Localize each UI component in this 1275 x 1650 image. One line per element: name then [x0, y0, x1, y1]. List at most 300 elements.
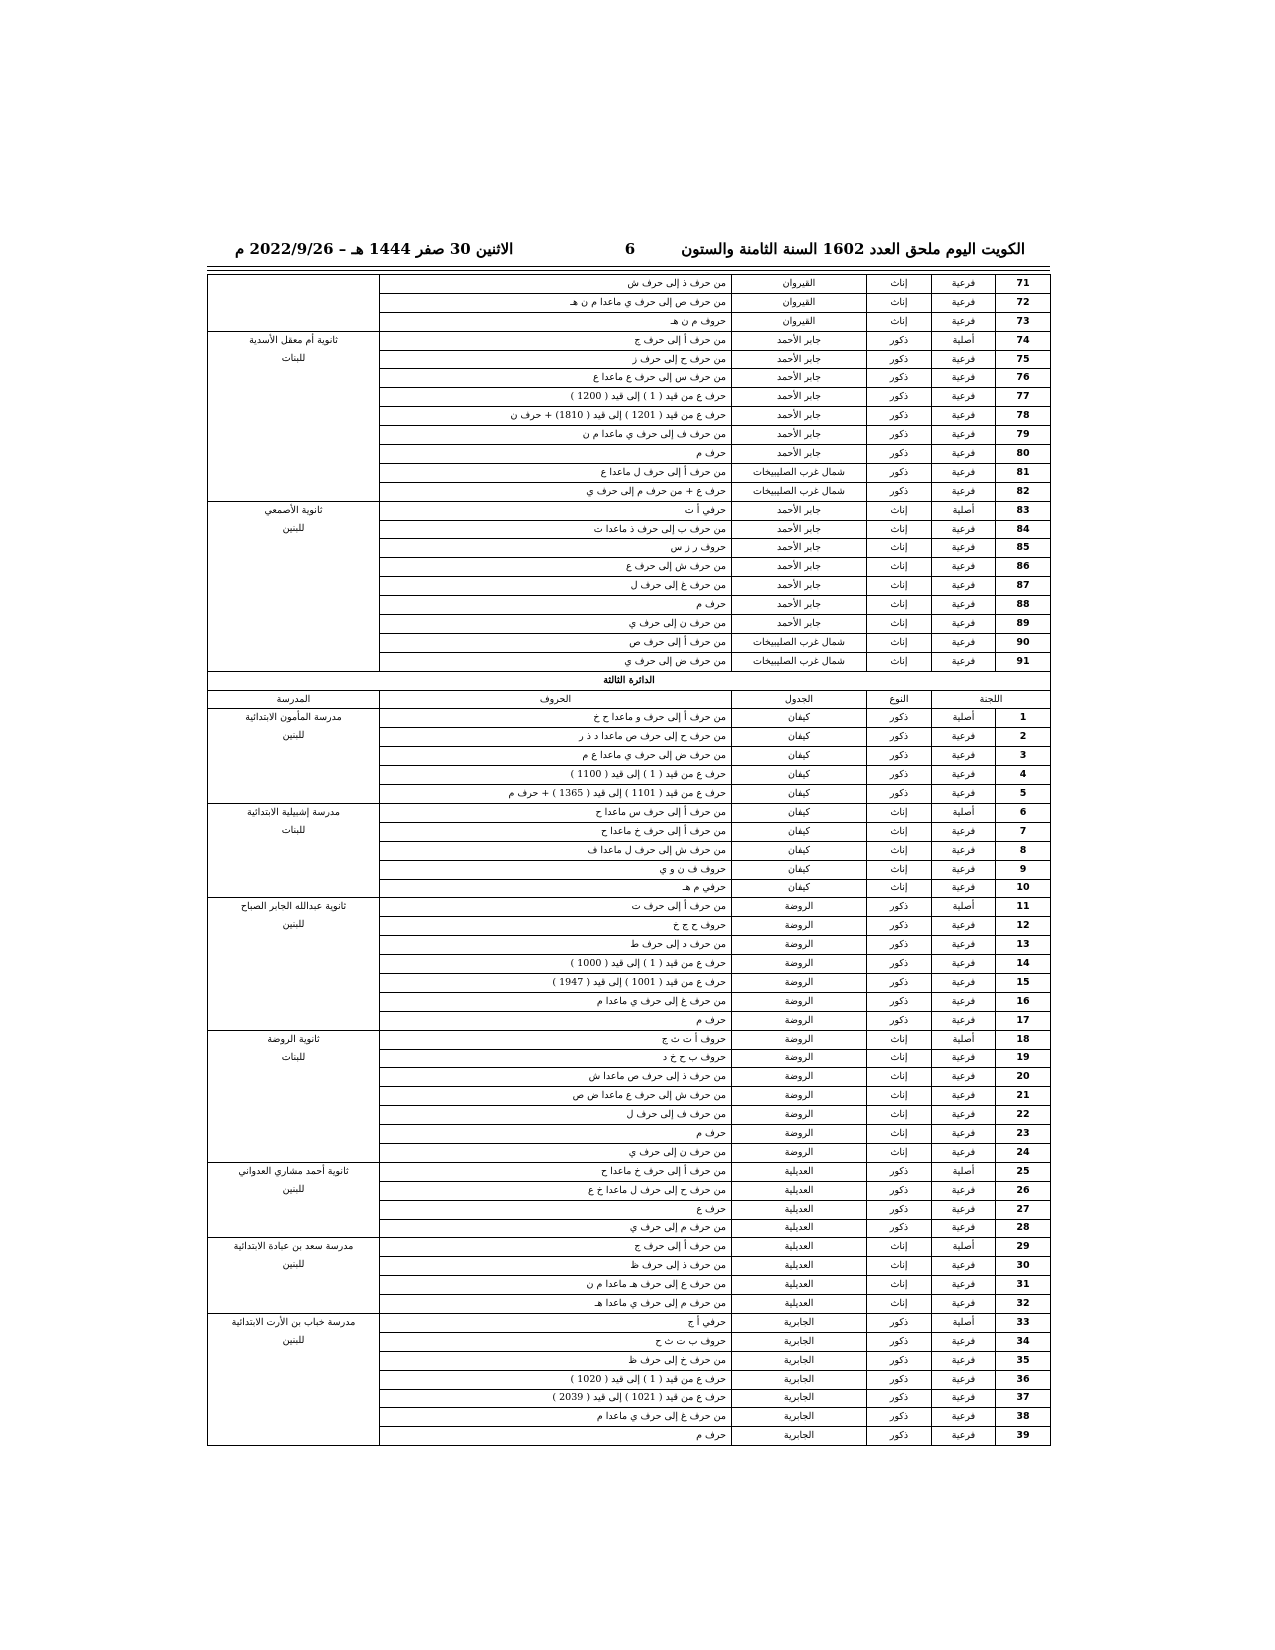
- header-rule-thin: [207, 270, 1050, 271]
- committee-number: 25: [996, 1162, 1051, 1181]
- school-name: [208, 898, 380, 1030]
- district: العديلية: [732, 1219, 867, 1238]
- committee-number: 32: [996, 1295, 1051, 1314]
- committee-type: فرعية: [932, 1200, 996, 1219]
- gender: ذكور: [867, 1332, 932, 1351]
- committee-number: 17: [996, 1011, 1051, 1030]
- gender: إناث: [867, 1030, 932, 1049]
- gender: إناث: [867, 577, 932, 596]
- letters-range: حرف ع من قيد ( 1001 ) إلى قيد ( 1947 ): [380, 973, 732, 992]
- district: كيفان: [732, 747, 867, 766]
- committee-type: أصلية: [932, 1313, 996, 1332]
- district: القيروان: [732, 312, 867, 331]
- letters-range: من حرف أ إلى حرف خ ماعدا ح: [380, 822, 732, 841]
- committee-type: فرعية: [932, 445, 996, 464]
- letters-range: حرف م: [380, 1011, 732, 1030]
- table-row: [208, 275, 1051, 294]
- letters-range: حرف م: [380, 1125, 732, 1144]
- committee-number: 26: [996, 1181, 1051, 1200]
- committee-number: 89: [996, 615, 1051, 634]
- gender: ذكور: [867, 1370, 932, 1389]
- committee-type: فرعية: [932, 275, 996, 294]
- committee-type: فرعية: [932, 1181, 996, 1200]
- district: العديلية: [732, 1257, 867, 1276]
- school-name: [208, 1313, 380, 1445]
- committee-number: 74: [996, 331, 1051, 350]
- committee-type: فرعية: [932, 1087, 996, 1106]
- district: كيفان: [732, 822, 867, 841]
- committee-type: فرعية: [932, 785, 996, 804]
- committee-type: فرعية: [932, 992, 996, 1011]
- letters-range: حرف ع: [380, 1200, 732, 1219]
- committee-type: فرعية: [932, 633, 996, 652]
- district: جابر الأحمد: [732, 369, 867, 388]
- district: الروضة: [732, 992, 867, 1011]
- letters-range: من حرف ض إلى حرف ي: [380, 652, 732, 671]
- gender: ذكور: [867, 973, 932, 992]
- committee-number: 7: [996, 822, 1051, 841]
- gender: ذكور: [867, 917, 932, 936]
- letters-range: حرف ع من قيد ( 1 ) إلى قيد ( 1000 ): [380, 955, 732, 974]
- school-gender-line: للبنين: [282, 730, 305, 742]
- committee-type: أصلية: [932, 1030, 996, 1049]
- committee-type: أصلية: [932, 709, 996, 728]
- school-name-line: ثانوية عبدالله الجابر الصباح: [240, 901, 347, 913]
- district: الروضة: [732, 1011, 867, 1030]
- district: جابر الأحمد: [732, 520, 867, 539]
- letters-range: حرف ع من قيد ( 1 ) إلى قيد ( 1200 ): [380, 388, 732, 407]
- committee-type: فرعية: [932, 539, 996, 558]
- committee-type: فرعية: [932, 1276, 996, 1295]
- gender: إناث: [867, 1087, 932, 1106]
- committee-type: فرعية: [932, 1389, 996, 1408]
- district: الجابرية: [732, 1313, 867, 1332]
- committee-number: 76: [996, 369, 1051, 388]
- gender: ذكور: [867, 1181, 932, 1200]
- committee-type: فرعية: [932, 1011, 996, 1030]
- committee-type: فرعية: [932, 652, 996, 671]
- district: كيفان: [732, 841, 867, 860]
- letters-range: حرف ع من قيد ( 1 ) إلى قيد ( 1020 ): [380, 1370, 732, 1389]
- letters-range: من حرف ن إلى حرف ي: [380, 1143, 732, 1162]
- district: جابر الأحمد: [732, 350, 867, 369]
- gender: إناث: [867, 652, 932, 671]
- committee-number: 90: [996, 633, 1051, 652]
- gender: ذكور: [867, 785, 932, 804]
- committee-type: فرعية: [932, 1332, 996, 1351]
- letters-range: من حرف م إلى حرف ي ماعدا هـ: [380, 1295, 732, 1314]
- district: كيفان: [732, 728, 867, 747]
- gender: ذكور: [867, 482, 932, 501]
- letters-range: حرف ع من قيد ( 1101 ) إلى قيد ( 1365 ) + حرف م: [380, 785, 732, 804]
- district: القيروان: [732, 293, 867, 312]
- gender: إناث: [867, 1049, 932, 1068]
- school-name-line: مدرسة خباب بن الأرت الابتدائية: [231, 1316, 356, 1328]
- table-row: [208, 1030, 1051, 1049]
- table-row: [208, 501, 1051, 520]
- col-district-header: الجدول: [732, 690, 867, 709]
- school-name: [208, 501, 380, 671]
- letters-range: حرفي أ ج: [380, 1313, 732, 1332]
- gender: إناث: [867, 1238, 932, 1257]
- letters-range: من حرف ف إلى حرف ل: [380, 1106, 732, 1125]
- letters-range: من حرف أ إلى حرف ت: [380, 898, 732, 917]
- committee-type: فرعية: [932, 766, 996, 785]
- committee-type: فرعية: [932, 747, 996, 766]
- letters-range: من حرف م إلى حرف ي: [380, 1219, 732, 1238]
- school-name-line: ثانوية الأصمعي: [264, 504, 323, 516]
- gender: إناث: [867, 1068, 932, 1087]
- committee-number: 29: [996, 1238, 1051, 1257]
- gazette-title: الكويت اليوم ملحق العدد 1602 السنة الثامنة والستون: [681, 240, 1025, 258]
- letters-range: حرف ع من قيد ( 1 ) إلى قيد ( 1100 ): [380, 766, 732, 785]
- district: الروضة: [732, 1106, 867, 1125]
- school-gender-line: للبنات: [281, 352, 306, 364]
- letters-range: من حرف ذ إلى حرف ش: [380, 275, 732, 294]
- committee-number: 73: [996, 312, 1051, 331]
- issue-date: الاثنين 30 صفر 1444 هـ – 2022/9/26 م: [235, 240, 514, 258]
- committee-number: 23: [996, 1125, 1051, 1144]
- gender: إناث: [867, 1257, 932, 1276]
- committee-number: 22: [996, 1106, 1051, 1125]
- district: جابر الأحمد: [732, 331, 867, 350]
- district: الروضة: [732, 936, 867, 955]
- district: جابر الأحمد: [732, 577, 867, 596]
- committee-number: 30: [996, 1257, 1051, 1276]
- gender: ذكور: [867, 388, 932, 407]
- letters-range: حروف ب ت ث ح: [380, 1332, 732, 1351]
- committee-type: فرعية: [932, 936, 996, 955]
- district: العديلية: [732, 1162, 867, 1181]
- gender: ذكور: [867, 709, 932, 728]
- gender: ذكور: [867, 1389, 932, 1408]
- committee-type: فرعية: [932, 520, 996, 539]
- district: جابر الأحمد: [732, 445, 867, 464]
- col-committee-header: اللجنة: [932, 690, 1051, 709]
- district: الجابرية: [732, 1408, 867, 1427]
- school-gender-line: للبنين: [282, 1183, 305, 1195]
- committee-number: 37: [996, 1389, 1051, 1408]
- gender: ذكور: [867, 747, 932, 766]
- gender: ذكور: [867, 992, 932, 1011]
- committee-number: 88: [996, 596, 1051, 615]
- committee-type: فرعية: [932, 388, 996, 407]
- district: العديلية: [732, 1238, 867, 1257]
- committee-number: 91: [996, 652, 1051, 671]
- committee-type: فرعية: [932, 463, 996, 482]
- letters-range: من حرف أ إلى حرف س ماعدا ح: [380, 803, 732, 822]
- letters-range: من حرف ف إلى حرف ي ماعدا م ن: [380, 426, 732, 445]
- committee-number: 5: [996, 785, 1051, 804]
- letters-range: من حرف س إلى حرف ع ماعدا ع: [380, 369, 732, 388]
- committee-number: 13: [996, 936, 1051, 955]
- committee-number: 75: [996, 350, 1051, 369]
- gender: ذكور: [867, 936, 932, 955]
- col-school-header: المدرسة: [208, 690, 380, 709]
- letters-range: من حرف ش إلى حرف ع ماعدا ض ص: [380, 1087, 732, 1106]
- gender: إناث: [867, 558, 932, 577]
- district: شمال غرب الصليبيخات: [732, 652, 867, 671]
- district: الجابرية: [732, 1351, 867, 1370]
- committee-type: أصلية: [932, 501, 996, 520]
- district: كيفان: [732, 879, 867, 898]
- gender: إناث: [867, 615, 932, 634]
- committee-number: 87: [996, 577, 1051, 596]
- gender: ذكور: [867, 331, 932, 350]
- school-name: [208, 1030, 380, 1162]
- committee-number: 72: [996, 293, 1051, 312]
- letters-range: حروف ب ح خ د: [380, 1049, 732, 1068]
- gender: إناث: [867, 312, 932, 331]
- district: الروضة: [732, 898, 867, 917]
- committee-type: فرعية: [932, 1408, 996, 1427]
- letters-range: من حرف غ إلى حرف ي ماعدا م: [380, 1408, 732, 1427]
- gender: ذكور: [867, 766, 932, 785]
- letters-range: من حرف ح إلى حرف ز: [380, 350, 732, 369]
- section-title: الدائرة الثالثة: [208, 671, 1051, 690]
- committee-number: 11: [996, 898, 1051, 917]
- district: العديلية: [732, 1295, 867, 1314]
- committee-type: فرعية: [932, 596, 996, 615]
- committee-number: 19: [996, 1049, 1051, 1068]
- school-name: [208, 1162, 380, 1238]
- committee-number: 1: [996, 709, 1051, 728]
- committee-type: فرعية: [932, 1106, 996, 1125]
- letters-range: من حرف ش إلى حرف ع: [380, 558, 732, 577]
- district: كيفان: [732, 803, 867, 822]
- committee-number: 81: [996, 463, 1051, 482]
- column-headers: [208, 690, 1051, 709]
- district: الروضة: [732, 955, 867, 974]
- district: العديلية: [732, 1200, 867, 1219]
- gender: ذكور: [867, 1427, 932, 1446]
- gender: إناث: [867, 1143, 932, 1162]
- gender: إناث: [867, 539, 932, 558]
- table-row: [208, 1238, 1051, 1257]
- letters-range: من حرف غ إلى حرف ل: [380, 577, 732, 596]
- committee-type: فرعية: [932, 822, 996, 841]
- committee-number: 2: [996, 728, 1051, 747]
- committee-number: 71: [996, 275, 1051, 294]
- district: الجابرية: [732, 1389, 867, 1408]
- section-heading: [208, 671, 1051, 709]
- district: الروضة: [732, 1049, 867, 1068]
- gender: إناث: [867, 860, 932, 879]
- letters-range: من حرف د إلى حرف ط: [380, 936, 732, 955]
- letters-range: من حرف ذ إلى حرف ص ماعدا ش: [380, 1068, 732, 1087]
- committee-number: 34: [996, 1332, 1051, 1351]
- committee-type: فرعية: [932, 728, 996, 747]
- committee-number: 78: [996, 407, 1051, 426]
- committee-type: فرعية: [932, 973, 996, 992]
- gender: ذكور: [867, 1219, 932, 1238]
- page-number: 6: [624, 240, 636, 258]
- district: جابر الأحمد: [732, 539, 867, 558]
- letters-range: حروف أ ت ث ج: [380, 1030, 732, 1049]
- committee-type: أصلية: [932, 1238, 996, 1257]
- committee-number: 10: [996, 879, 1051, 898]
- col-letters-header: الحروف: [380, 690, 732, 709]
- district: الروضة: [732, 1087, 867, 1106]
- letters-range: من حرف ش إلى حرف ل ماعدا ف: [380, 841, 732, 860]
- committee-number: 4: [996, 766, 1051, 785]
- letters-range: حرف م: [380, 445, 732, 464]
- gender: ذكور: [867, 407, 932, 426]
- gender: ذكور: [867, 1162, 932, 1181]
- committee-type: فرعية: [932, 482, 996, 501]
- district: شمال غرب الصليبيخات: [732, 633, 867, 652]
- gender: إناث: [867, 633, 932, 652]
- district: جابر الأحمد: [732, 558, 867, 577]
- school-name-line: ثانوية الروضة: [267, 1033, 320, 1045]
- letters-range: حروف م ن هـ: [380, 312, 732, 331]
- district: جابر الأحمد: [732, 596, 867, 615]
- district: جابر الأحمد: [732, 407, 867, 426]
- committee-type: فرعية: [932, 955, 996, 974]
- committee-type: فرعية: [932, 369, 996, 388]
- gender: ذكور: [867, 350, 932, 369]
- district: شمال غرب الصليبيخات: [732, 482, 867, 501]
- committee-number: 16: [996, 992, 1051, 1011]
- page-header: [235, 238, 1025, 264]
- committee-number: 36: [996, 1370, 1051, 1389]
- letters-range: حرف م: [380, 596, 732, 615]
- district: الجابرية: [732, 1370, 867, 1389]
- district: جابر الأحمد: [732, 426, 867, 445]
- letters-range: حرف ع من قيد ( 1021 ) إلى قيد ( 2039 ): [380, 1389, 732, 1408]
- committee-number: 33: [996, 1313, 1051, 1332]
- gender: ذكور: [867, 955, 932, 974]
- gender: إناث: [867, 501, 932, 520]
- district: جابر الأحمد: [732, 501, 867, 520]
- district: جابر الأحمد: [732, 388, 867, 407]
- committee-number: 85: [996, 539, 1051, 558]
- gender: إناث: [867, 596, 932, 615]
- table-row: [208, 898, 1051, 917]
- gender: ذكور: [867, 728, 932, 747]
- school-name: [208, 709, 380, 803]
- gender: إناث: [867, 879, 932, 898]
- gender: ذكور: [867, 1408, 932, 1427]
- letters-range: حرف ع + من حرف م إلى حرف ي: [380, 482, 732, 501]
- committee-type: فرعية: [932, 1351, 996, 1370]
- letters-range: حروف ح ج خ: [380, 917, 732, 936]
- gender: ذكور: [867, 1200, 932, 1219]
- committee-number: 3: [996, 747, 1051, 766]
- school-gender-line: للبنات: [281, 1051, 306, 1063]
- committee-type: فرعية: [932, 860, 996, 879]
- school-gender-line: للبنين: [282, 1259, 305, 1271]
- committee-type: فرعية: [932, 1068, 996, 1087]
- committee-number: 21: [996, 1087, 1051, 1106]
- header-rule: [207, 266, 1050, 267]
- letters-range: من حرف ع إلى حرف هـ ماعدا م ن: [380, 1276, 732, 1295]
- letters-range: حروف ر ز س: [380, 539, 732, 558]
- committee-type: فرعية: [932, 879, 996, 898]
- committee-number: 8: [996, 841, 1051, 860]
- committee-type: فرعية: [932, 558, 996, 577]
- district: الروضة: [732, 973, 867, 992]
- committee-number: 80: [996, 445, 1051, 464]
- district: شمال غرب الصليبيخات: [732, 463, 867, 482]
- committee-type: فرعية: [932, 1143, 996, 1162]
- district: العديلية: [732, 1181, 867, 1200]
- letters-range: من حرف غ إلى حرف ي ماعدا م: [380, 992, 732, 1011]
- committee-type: فرعية: [932, 1257, 996, 1276]
- letters-range: من حرف ص إلى حرف ي ماعدا م ن هـ: [380, 293, 732, 312]
- committee-number: 35: [996, 1351, 1051, 1370]
- letters-range: من حرف أ إلى حرف و ماعدا ح خ: [380, 709, 732, 728]
- gender: ذكور: [867, 463, 932, 482]
- district: الجابرية: [732, 1427, 867, 1446]
- committee-type: فرعية: [932, 577, 996, 596]
- letters-range: من حرف ن إلى حرف ي: [380, 615, 732, 634]
- committee-type: فرعية: [932, 1370, 996, 1389]
- committee-type: فرعية: [932, 1125, 996, 1144]
- letters-range: من حرف ض إلى حرف ي ماعدا ع م: [380, 747, 732, 766]
- gender: إناث: [867, 1125, 932, 1144]
- gender: إناث: [867, 841, 932, 860]
- committee-number: 12: [996, 917, 1051, 936]
- committee-type: فرعية: [932, 841, 996, 860]
- district: الروضة: [732, 1143, 867, 1162]
- table-row: [208, 331, 1051, 350]
- committee-number: 77: [996, 388, 1051, 407]
- letters-range: حرف م: [380, 1427, 732, 1446]
- committee-number: 27: [996, 1200, 1051, 1219]
- district: العديلية: [732, 1276, 867, 1295]
- district: الروضة: [732, 917, 867, 936]
- committee-number: 79: [996, 426, 1051, 445]
- committee-number: 86: [996, 558, 1051, 577]
- letters-range: حروف ف ن و ي: [380, 860, 732, 879]
- letters-range: من حرف ح إلى حرف ل ماعدا خ ع: [380, 1181, 732, 1200]
- committee-type: فرعية: [932, 407, 996, 426]
- school-name: [208, 803, 380, 897]
- gender: إناث: [867, 1106, 932, 1125]
- gender: ذكور: [867, 1011, 932, 1030]
- col-gender-header: النوع: [867, 690, 932, 709]
- committee-number: 24: [996, 1143, 1051, 1162]
- committee-number: 83: [996, 501, 1051, 520]
- committee-type: أصلية: [932, 331, 996, 350]
- committee-number: 84: [996, 520, 1051, 539]
- gender: ذكور: [867, 369, 932, 388]
- gender: إناث: [867, 293, 932, 312]
- school-name-line: ثانوية أم معقل الأسدية: [249, 334, 338, 346]
- gender: إناث: [867, 1276, 932, 1295]
- committee-type: أصلية: [932, 898, 996, 917]
- table-row: [208, 709, 1051, 728]
- school-gender-line: للبنين: [282, 522, 305, 534]
- committee-number: 6: [996, 803, 1051, 822]
- gender: إناث: [867, 275, 932, 294]
- committee-type: فرعية: [932, 293, 996, 312]
- school-gender-line: للبنين: [282, 1334, 305, 1346]
- committee-type: فرعية: [932, 917, 996, 936]
- letters-range: حرفي أ ت: [380, 501, 732, 520]
- gender: إناث: [867, 822, 932, 841]
- school-gender-line: للبنات: [281, 824, 306, 836]
- school-name: [208, 331, 380, 501]
- letters-range: من حرف أ إلى حرف خ ماعدا ح: [380, 1162, 732, 1181]
- committee-type: فرعية: [932, 1049, 996, 1068]
- committee-type: فرعية: [932, 312, 996, 331]
- school-name-line: مدرسة سعد بن عبادة الابتدائية: [233, 1241, 354, 1253]
- letters-range: حرف ع من قيد ( 1201 ) إلى قيد ( 1810) + حرف ن: [380, 407, 732, 426]
- committee-number: 20: [996, 1068, 1051, 1087]
- school-name: [208, 275, 380, 332]
